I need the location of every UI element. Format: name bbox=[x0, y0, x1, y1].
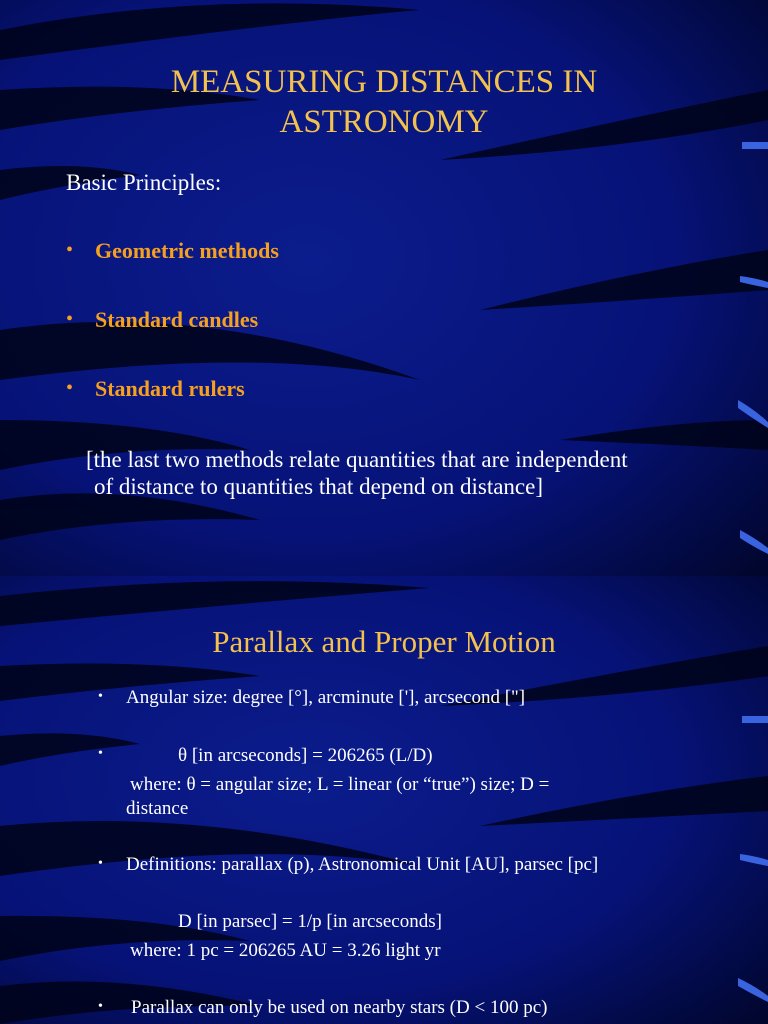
bullet-standard-candles: Standard candles bbox=[95, 307, 259, 332]
bullet-icon: • bbox=[98, 999, 103, 1014]
methods-note-line-1: [the last two methods relate quantities that are independent bbox=[86, 447, 628, 472]
angular-size-where-line-1: where: θ = angular size; L = linear (or “true”) size; D = bbox=[130, 774, 550, 795]
definitions-item: Definitions: parallax (p), Astronomical Unit [AU], parsec [pc] bbox=[126, 854, 599, 875]
parsec-formula: D [in parsec] = 1/p [in arcseconds] bbox=[178, 911, 442, 932]
parsec-where: where: 1 pc = 206265 AU = 3.26 light yr bbox=[130, 940, 441, 961]
slide-1-title-line-2: ASTRONOMY bbox=[279, 104, 489, 140]
slide-2 bbox=[0, 576, 768, 1024]
angular-size-formula: θ [in arcseconds] = 206265 (L/D) bbox=[178, 745, 433, 766]
bullet-icon: • bbox=[98, 856, 103, 871]
bullet-icon: • bbox=[66, 377, 74, 399]
bullet-icon: • bbox=[98, 689, 103, 704]
slide-2-title: Parallax and Proper Motion bbox=[212, 624, 556, 659]
bullet-icon: • bbox=[66, 239, 74, 261]
bullet-icon: • bbox=[98, 746, 103, 761]
slide-1-title-line-1: MEASURING DISTANCES IN bbox=[170, 64, 598, 100]
methods-note-line-2: of distance to quantities that depend on distance] bbox=[94, 474, 544, 499]
bullet-icon: • bbox=[66, 308, 74, 330]
slide-1-title bbox=[0, 62, 768, 142]
bullet-standard-rulers: Standard rulers bbox=[95, 376, 245, 401]
basic-principles-heading: Basic Principles: bbox=[66, 170, 222, 195]
methods-note bbox=[86, 446, 726, 500]
angular-size-where-line-2: distance bbox=[126, 798, 189, 819]
angular-size-item: Angular size: degree [°], arcminute ['], arcsecond ["] bbox=[126, 687, 526, 708]
bullet-geometric-methods: Geometric methods bbox=[95, 238, 279, 263]
parallax-limit-item: Parallax can only be used on nearby stars (D < 100 pc) bbox=[131, 997, 548, 1018]
